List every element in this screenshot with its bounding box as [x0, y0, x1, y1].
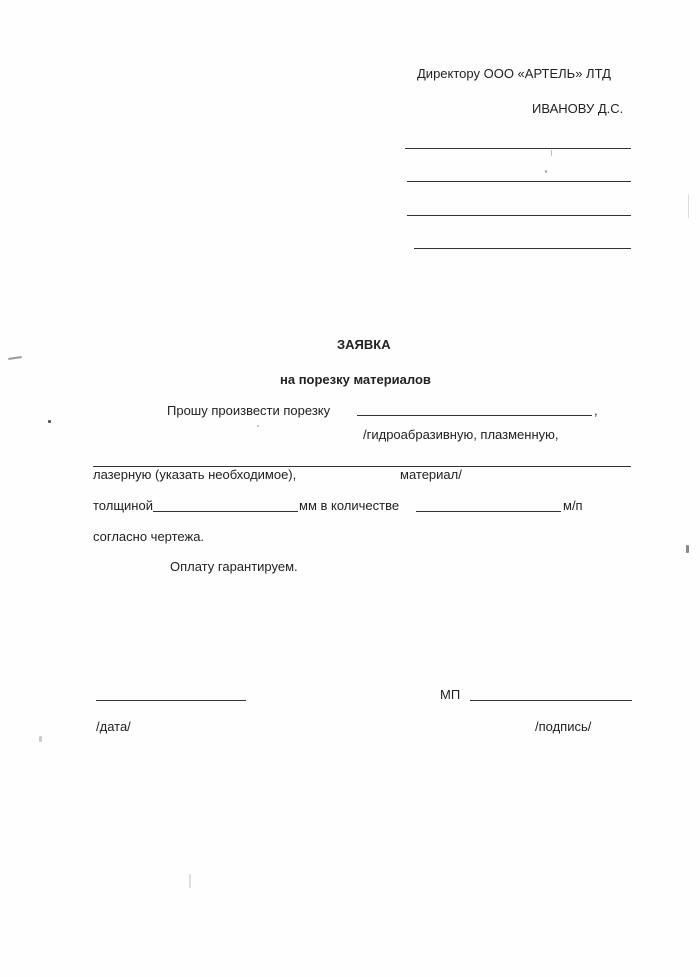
quantity-blank: [416, 511, 561, 512]
methods-text: /гидроабразивную, плазменную,: [363, 427, 559, 442]
date-blank: [96, 700, 246, 701]
scan-speck: [257, 425, 259, 427]
scan-speck: [8, 356, 22, 360]
scan-speck: [39, 736, 42, 742]
signature-blank: [470, 700, 632, 701]
drawing-text: согласно чертежа.: [93, 529, 205, 544]
header-blank-line-1: [405, 148, 631, 149]
header-blank-line-4: [414, 248, 631, 249]
header-blank-line-3: [407, 215, 631, 216]
scan-speck: [551, 150, 552, 156]
date-label: /дата/: [96, 719, 131, 734]
signature-label: /подпись/: [535, 719, 592, 734]
scan-speck: [48, 420, 51, 423]
thickness-label: толщиной: [93, 498, 153, 513]
stamp-label: МП: [440, 687, 461, 702]
request-text: Прошу произвести порезку: [167, 403, 331, 418]
payment-text: Оплату гарантируем.: [170, 559, 298, 574]
thickness-blank: [153, 511, 298, 512]
laser-text: лазерную (указать необходимое),: [93, 467, 297, 482]
unit-text: м/п: [563, 498, 583, 513]
scan-speck: [686, 545, 689, 553]
cutting-type-blank: [357, 415, 592, 416]
document-title: ЗАЯВКА: [337, 337, 391, 352]
scan-speck: [189, 874, 191, 888]
header-blank-line-2: [407, 181, 631, 182]
scan-speck: [688, 194, 689, 218]
material-text: материал/: [400, 467, 462, 482]
mm-quantity-text: мм в количестве: [299, 498, 400, 513]
scan-speck: [545, 170, 547, 173]
document-subtitle: на порезку материалов: [280, 372, 431, 387]
addressee-line: Директору ООО «АРТЕЛЬ» ЛТД: [417, 66, 611, 81]
request-end-comma: ,: [594, 403, 598, 418]
addressee-name: ИВАНОВУ Д.С.: [532, 101, 624, 116]
